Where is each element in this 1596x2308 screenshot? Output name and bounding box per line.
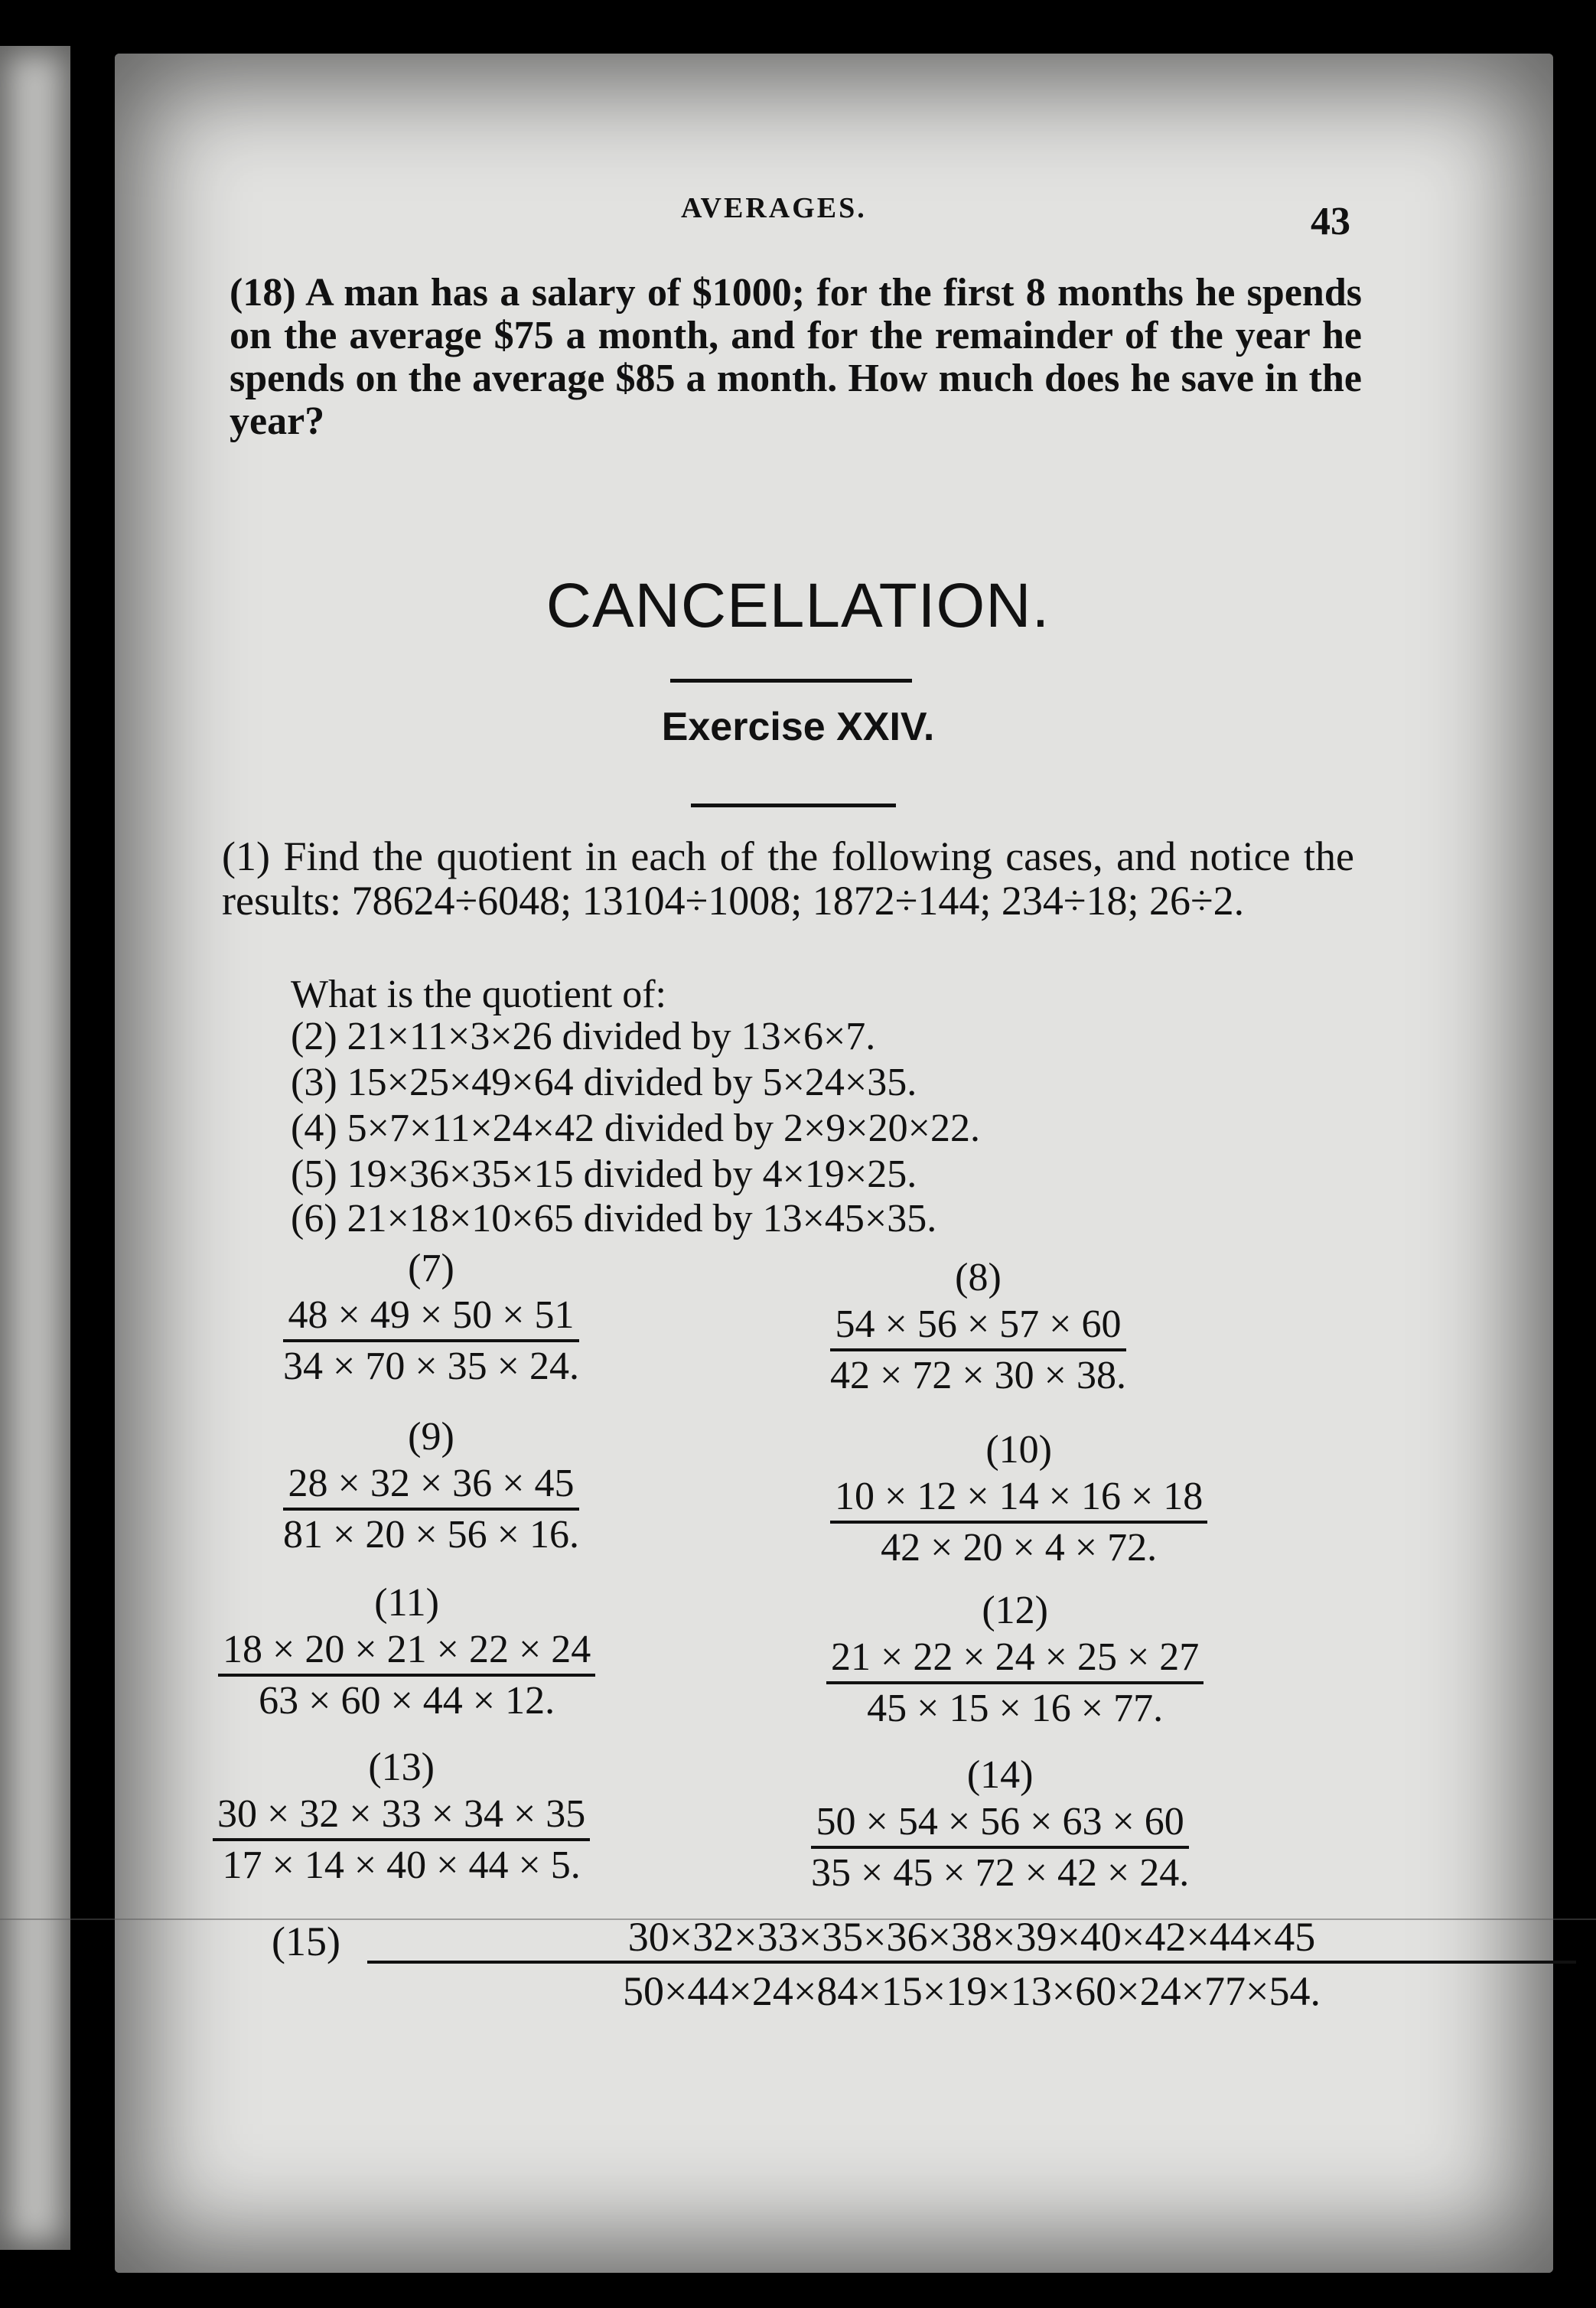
running-head: AVERAGES. bbox=[681, 192, 867, 224]
fraction-numerator: 48 × 49 × 50 × 51 bbox=[283, 1292, 579, 1342]
problem-1-text: (1) Find the quotient in each of the following cases, and notice the results: 78624÷6048; 13104÷1008; 1872÷144; 234÷18; 26÷2. bbox=[222, 833, 1354, 924]
problem-1 bbox=[222, 834, 1354, 923]
fraction-7 bbox=[283, 1246, 579, 1391]
fraction-label: (8) bbox=[955, 1256, 1002, 1299]
problem-15-label: (15) bbox=[272, 1918, 340, 1964]
fraction-denominator: 45 × 15 × 16 × 77. bbox=[867, 1687, 1164, 1730]
fraction-numerator: 18 × 20 × 21 × 22 × 24 bbox=[218, 1626, 595, 1677]
fraction-numerator: 30 × 32 × 33 × 34 × 35 bbox=[213, 1791, 590, 1841]
fraction-numerator: 28 × 32 × 36 × 45 bbox=[283, 1460, 579, 1511]
problem-15-numerator: 30×32×33×35×36×38×39×40×42×44×45 bbox=[367, 1913, 1576, 1964]
question-2: (2) 21×11×3×26 divided by 13×6×7. bbox=[291, 1015, 876, 1058]
fraction-label: (10) bbox=[985, 1428, 1052, 1472]
fraction-denominator: 63 × 60 × 44 × 12. bbox=[259, 1679, 555, 1723]
fraction-denominator: 81 × 20 × 56 × 16. bbox=[283, 1513, 579, 1557]
fraction-denominator: 42 × 72 × 30 × 38. bbox=[830, 1354, 1126, 1397]
fraction-numerator: 21 × 22 × 24 × 25 × 27 bbox=[826, 1634, 1204, 1684]
question-prompt: What is the quotient of: bbox=[291, 973, 667, 1016]
fraction-denominator: 42 × 20 × 4 × 72. bbox=[881, 1526, 1158, 1570]
problem-18-text: (18) A man has a salary of $1000; for the first 8 months he spends on the average $75 a month, and for the remainder of the year he spends on the average $85 a month. How much does he save in the year? bbox=[230, 271, 1362, 443]
problem-18 bbox=[230, 272, 1362, 443]
fraction-label: (14) bbox=[966, 1753, 1034, 1797]
fraction-label: (13) bbox=[368, 1746, 435, 1789]
fraction-label: (11) bbox=[374, 1581, 439, 1625]
title-rule bbox=[670, 679, 912, 683]
exercise-rule bbox=[691, 804, 896, 807]
fraction-13 bbox=[213, 1745, 590, 1890]
question-4: (4) 5×7×11×24×42 divided by 2×9×20×22. bbox=[291, 1107, 980, 1150]
question-5: (5) 19×36×35×15 divided by 4×19×25. bbox=[291, 1152, 917, 1196]
fraction-denominator: 34 × 70 × 35 × 24. bbox=[283, 1345, 579, 1388]
question-3: (3) 15×25×49×64 divided by 5×24×35. bbox=[291, 1061, 917, 1104]
fraction-label: (7) bbox=[408, 1247, 454, 1290]
fraction-numerator: 10 × 12 × 14 × 16 × 18 bbox=[830, 1473, 1207, 1524]
fraction-12 bbox=[826, 1588, 1204, 1733]
fraction-8 bbox=[830, 1255, 1126, 1400]
fraction-numerator: 54 × 56 × 57 × 60 bbox=[830, 1301, 1126, 1351]
fraction-14 bbox=[811, 1752, 1189, 1898]
fraction-10 bbox=[830, 1427, 1207, 1573]
page-number: 43 bbox=[1311, 200, 1350, 243]
fraction-numerator: 50 × 54 × 56 × 63 × 60 bbox=[811, 1798, 1189, 1849]
section-title: CANCELLATION. bbox=[546, 571, 1050, 641]
question-6: (6) 21×18×10×65 divided by 13×45×35. bbox=[291, 1197, 937, 1240]
problem-15-denominator: 50×44×24×84×15×19×13×60×24×77×54. bbox=[622, 1968, 1321, 2014]
fraction-9 bbox=[283, 1414, 579, 1560]
fraction-11 bbox=[218, 1580, 595, 1726]
fraction-label: (12) bbox=[982, 1589, 1048, 1632]
fraction-label: (9) bbox=[408, 1415, 454, 1459]
exercise-title: Exercise XXIV. bbox=[661, 705, 935, 749]
fraction-denominator: 35 × 45 × 72 × 42 × 24. bbox=[811, 1851, 1190, 1895]
fraction-denominator: 17 × 14 × 40 × 44 × 5. bbox=[222, 1843, 581, 1887]
